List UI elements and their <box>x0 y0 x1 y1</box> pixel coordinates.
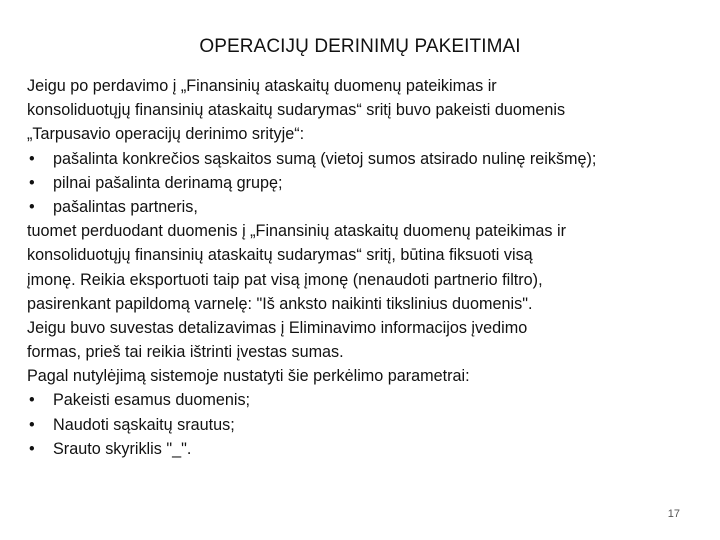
bullet-text: Srauto skyriklis "_". <box>53 439 192 458</box>
bullet-item <box>27 413 697 437</box>
slide-body <box>27 74 697 461</box>
bullet-item <box>27 147 697 171</box>
bullet-icon: • <box>29 197 35 216</box>
bullet-item <box>27 388 697 412</box>
text-line: pasirenkant papildomą varnelę: "Iš anksto naikinti tikslinius duomenis". <box>27 294 533 313</box>
bullet-item <box>27 437 697 461</box>
text-line: įmonę. Reikia eksportuoti taip pat visą įmonę (nenaudoti partnerio filtro), <box>27 270 543 289</box>
page-number: 17 <box>667 508 680 520</box>
text-line: formas, prieš tai reikia ištrinti įvestas sumas. <box>27 343 344 362</box>
bullet-text: pašalintas partneris, <box>53 197 198 216</box>
bullet-item <box>27 171 697 195</box>
text-line: konsoliduotųjų finansinių ataskaitų sudarymas“ sritį buvo pakeisti duomenis <box>27 101 566 120</box>
bullet-icon: • <box>29 391 35 410</box>
bullet-icon: • <box>29 415 35 434</box>
bullet-text: pilnai pašalinta derinamą grupę; <box>53 173 283 192</box>
slide-title: OPERACIJŲ DERINIMŲ PAKEITIMAI <box>199 36 521 57</box>
bullet-icon: • <box>29 149 35 168</box>
bullet-text: Naudoti sąskaitų srautus; <box>53 415 235 434</box>
text-line: „Tarpusavio operacijų derinimo srityje“: <box>27 125 305 144</box>
bullet-icon: • <box>29 173 35 192</box>
bullet-text: pašalinta konkrečios sąskaitos sumą (vietoj sumos atsirado nulinę reikšmę); <box>53 149 597 168</box>
text-line: Pagal nutylėjimą sistemoje nustatyti šie perkėlimo parametrai: <box>27 367 470 386</box>
text-line: tuomet perduodant duomenis į „Finansinių ataskaitų duomenų pateikimas ir <box>27 222 566 241</box>
text-line: Jeigu buvo suvestas detalizavimas į Eliminavimo informacijos įvedimo <box>27 318 528 337</box>
bullet-item <box>27 195 697 219</box>
text-line: konsoliduotųjų finansinių ataskaitų sudarymas“ sritį, būtina fiksuoti visą <box>27 246 533 265</box>
text-line: Jeigu po perdavimo į „Finansinių ataskaitų duomenų pateikimas ir <box>27 77 497 95</box>
bullet-icon: • <box>29 439 35 458</box>
bullet-text: Pakeisti esamus duomenis; <box>53 391 251 410</box>
